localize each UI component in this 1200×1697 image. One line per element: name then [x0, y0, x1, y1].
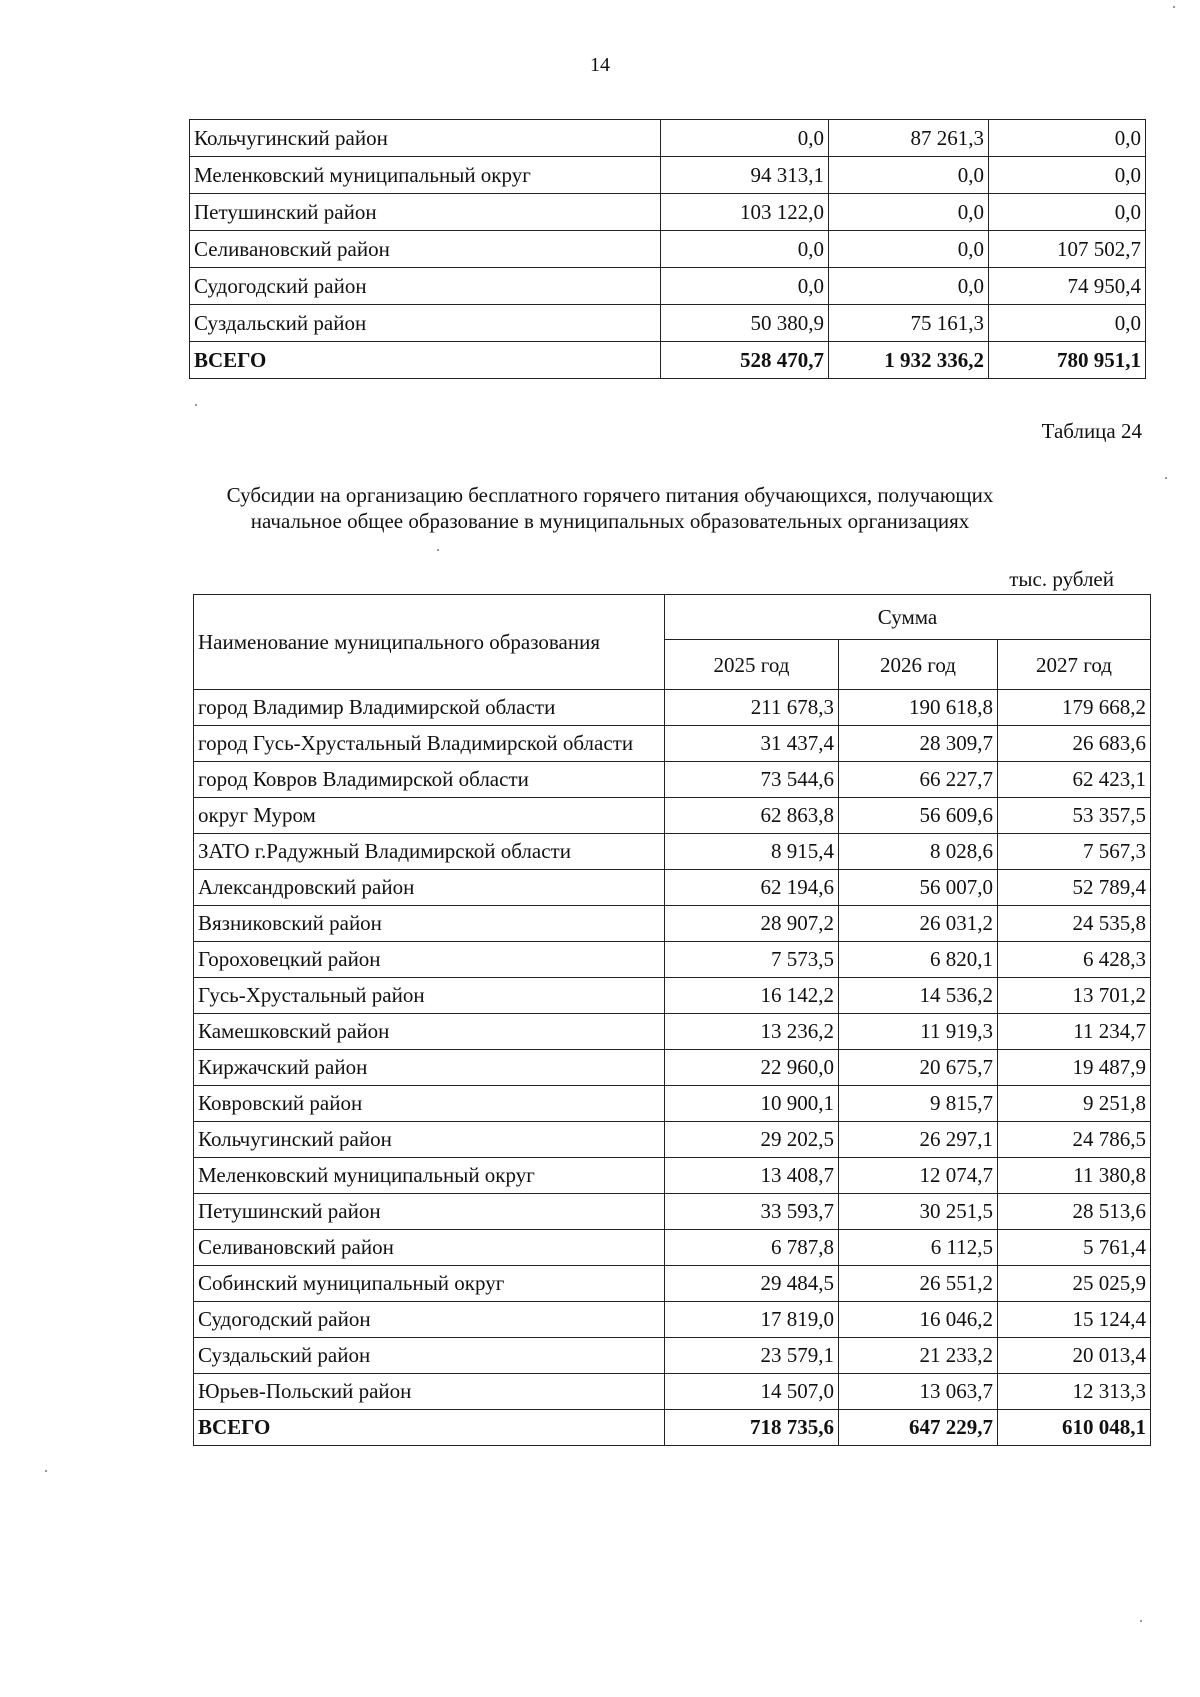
value-col-1: 33 593,7	[665, 1194, 839, 1230]
value-col-3: 9 251,8	[998, 1086, 1151, 1122]
municipality-name: Петушинский район	[194, 1194, 665, 1230]
value-col-3: 74 950,4	[989, 268, 1146, 305]
value-col-2: 28 309,7	[839, 726, 998, 762]
value-col-1: 28 907,2	[665, 906, 839, 942]
municipality-name: Петушинский район	[190, 194, 661, 231]
municipality-name: Ковровский район	[194, 1086, 665, 1122]
value-col-1: 31 437,4	[665, 726, 839, 762]
table-row	[194, 1374, 1151, 1410]
total-col-3: 610 048,1	[998, 1410, 1151, 1446]
value-col-1: 6 787,8	[665, 1230, 839, 1266]
table-row	[190, 231, 1146, 268]
total-col-1: 718 735,6	[665, 1410, 839, 1446]
value-col-2: 26 551,2	[839, 1266, 998, 1302]
table-row	[194, 1302, 1151, 1338]
value-col-2: 56 609,6	[839, 798, 998, 834]
value-col-2: 30 251,5	[839, 1194, 998, 1230]
table-row	[194, 942, 1151, 978]
value-col-3: 11 234,7	[998, 1014, 1151, 1050]
value-col-2: 75 161,3	[829, 305, 989, 342]
total-col-2: 1 932 336,2	[829, 342, 989, 379]
value-col-1: 10 900,1	[665, 1086, 839, 1122]
total-label: ВСЕГО	[194, 1410, 665, 1446]
value-col-2: 11 919,3	[839, 1014, 998, 1050]
table-row	[194, 1086, 1151, 1122]
value-col-1: 29 484,5	[665, 1266, 839, 1302]
header-year-2026: 2026 год	[839, 640, 998, 690]
value-col-3: 19 487,9	[998, 1050, 1151, 1086]
table-row	[194, 1194, 1151, 1230]
value-col-3: 5 761,4	[998, 1230, 1151, 1266]
value-col-2: 16 046,2	[839, 1302, 998, 1338]
table-title-line-2: начальное общее образование в муниципальных образовательных организациях	[250, 509, 970, 534]
table-row	[194, 1338, 1151, 1374]
municipality-name: Кольчугинский район	[194, 1122, 665, 1158]
municipality-name: Суздальский район	[190, 305, 661, 342]
header-year-2025: 2025 год	[665, 640, 839, 690]
value-col-1: 211 678,3	[665, 690, 839, 726]
scan-speck	[1173, 6, 1175, 8]
subsidy-table-header	[194, 595, 1151, 690]
total-col-3: 780 951,1	[989, 342, 1146, 379]
value-col-1: 50 380,9	[661, 305, 829, 342]
value-col-3: 0,0	[989, 157, 1146, 194]
header-name-column: Наименование муниципального образования	[194, 595, 665, 690]
value-col-3: 6 428,3	[998, 942, 1151, 978]
table-row	[190, 268, 1146, 305]
value-col-1: 103 122,0	[661, 194, 829, 231]
value-col-1: 17 819,0	[665, 1302, 839, 1338]
value-col-2: 6 112,5	[839, 1230, 998, 1266]
municipality-name: город Гусь-Хрустальный Владимирской области	[194, 726, 665, 762]
value-col-1: 23 579,1	[665, 1338, 839, 1374]
municipality-name: Юрьев-Польский район	[194, 1374, 665, 1410]
value-col-2: 0,0	[829, 268, 989, 305]
value-col-2: 20 675,7	[839, 1050, 998, 1086]
value-col-1: 13 236,2	[665, 1014, 839, 1050]
municipality-name: город Ковров Владимирской области	[194, 762, 665, 798]
scan-speck	[1140, 1620, 1142, 1622]
table-row	[194, 834, 1151, 870]
value-col-1: 0,0	[661, 120, 829, 157]
total-row	[190, 342, 1146, 379]
value-col-3: 53 357,5	[998, 798, 1151, 834]
value-col-2: 21 233,2	[839, 1338, 998, 1374]
municipality-name: ЗАТО г.Радужный Владимирской области	[194, 834, 665, 870]
value-col-2: 26 297,1	[839, 1122, 998, 1158]
total-label: ВСЕГО	[190, 342, 661, 379]
table-label: Таблица 24	[1041, 419, 1142, 443]
table-row	[194, 978, 1151, 1014]
value-col-2: 66 227,7	[839, 762, 998, 798]
value-col-3: 52 789,4	[998, 870, 1151, 906]
value-col-1: 29 202,5	[665, 1122, 839, 1158]
total-row	[194, 1410, 1151, 1446]
value-col-3: 179 668,2	[998, 690, 1151, 726]
value-col-1: 0,0	[661, 268, 829, 305]
table-row	[194, 762, 1151, 798]
subsidy-table-body	[194, 690, 1151, 1446]
municipality-name: Кольчугинский район	[190, 120, 661, 157]
value-col-2: 8 028,6	[839, 834, 998, 870]
value-col-3: 24 786,5	[998, 1122, 1151, 1158]
table-row	[194, 870, 1151, 906]
value-col-1: 14 507,0	[665, 1374, 839, 1410]
table-row	[190, 157, 1146, 194]
scan-speck	[45, 1470, 47, 1472]
value-col-3: 25 025,9	[998, 1266, 1151, 1302]
value-col-2: 12 074,7	[839, 1158, 998, 1194]
municipality-name: Суздальский район	[194, 1338, 665, 1374]
municipality-name: Судогодский район	[194, 1302, 665, 1338]
total-col-1: 528 470,7	[661, 342, 829, 379]
scan-speck	[1165, 477, 1167, 479]
table-row	[194, 1122, 1151, 1158]
value-col-2: 6 820,1	[839, 942, 998, 978]
value-col-3: 28 513,6	[998, 1194, 1151, 1230]
table-row	[194, 1014, 1151, 1050]
municipality-name: Меленковский муниципальный округ	[190, 157, 661, 194]
value-col-3: 107 502,7	[989, 231, 1146, 268]
table-row	[194, 1266, 1151, 1302]
value-col-1: 0,0	[661, 231, 829, 268]
municipality-name: Меленковский муниципальный округ	[194, 1158, 665, 1194]
table-row	[194, 1158, 1151, 1194]
table-row	[194, 906, 1151, 942]
page-number: 14	[590, 54, 610, 76]
continued-table-body	[190, 120, 1146, 379]
value-col-3: 20 013,4	[998, 1338, 1151, 1374]
value-col-3: 0,0	[989, 194, 1146, 231]
value-col-1: 73 544,6	[665, 762, 839, 798]
value-col-1: 13 408,7	[665, 1158, 839, 1194]
value-col-2: 0,0	[829, 157, 989, 194]
subsidy-table	[193, 594, 1151, 1446]
value-col-1: 8 915,4	[665, 834, 839, 870]
scan-speck	[437, 549, 439, 551]
municipality-name: Гороховецкий район	[194, 942, 665, 978]
table-row	[194, 1050, 1151, 1086]
value-col-2: 9 815,7	[839, 1086, 998, 1122]
value-col-1: 16 142,2	[665, 978, 839, 1014]
municipality-name: Гусь-Хрустальный район	[194, 978, 665, 1014]
header-sum: Сумма	[665, 595, 1151, 640]
table-row	[190, 194, 1146, 231]
municipality-name: город Владимир Владимирской области	[194, 690, 665, 726]
total-col-2: 647 229,7	[839, 1410, 998, 1446]
value-col-3: 0,0	[989, 305, 1146, 342]
value-col-1: 62 194,6	[665, 870, 839, 906]
value-col-2: 26 031,2	[839, 906, 998, 942]
value-col-3: 7 567,3	[998, 834, 1151, 870]
value-col-3: 26 683,6	[998, 726, 1151, 762]
municipality-name: Вязниковский район	[194, 906, 665, 942]
value-col-2: 190 618,8	[839, 690, 998, 726]
table-row	[194, 798, 1151, 834]
continued-table	[189, 119, 1146, 379]
municipality-name: округ Муром	[194, 798, 665, 834]
value-col-3: 11 380,8	[998, 1158, 1151, 1194]
value-col-2: 87 261,3	[829, 120, 989, 157]
value-col-2: 0,0	[829, 231, 989, 268]
value-col-1: 7 573,5	[665, 942, 839, 978]
value-col-2: 56 007,0	[839, 870, 998, 906]
value-col-2: 0,0	[829, 194, 989, 231]
value-col-2: 13 063,7	[839, 1374, 998, 1410]
value-col-1: 22 960,0	[665, 1050, 839, 1086]
table-row	[194, 1230, 1151, 1266]
value-col-3: 0,0	[989, 120, 1146, 157]
value-col-3: 13 701,2	[998, 978, 1151, 1014]
value-col-2: 14 536,2	[839, 978, 998, 1014]
units-label: тыс. рублей	[1009, 567, 1114, 591]
value-col-3: 15 124,4	[998, 1302, 1151, 1338]
scan-speck	[195, 404, 197, 406]
municipality-name: Селивановский район	[190, 231, 661, 268]
municipality-name: Судогодский район	[190, 268, 661, 305]
municipality-name: Собинский муниципальный округ	[194, 1266, 665, 1302]
table-row	[190, 120, 1146, 157]
municipality-name: Камешковский район	[194, 1014, 665, 1050]
municipality-name: Селивановский район	[194, 1230, 665, 1266]
table-title	[150, 482, 1070, 535]
value-col-1: 94 313,1	[661, 157, 829, 194]
value-col-3: 12 313,3	[998, 1374, 1151, 1410]
municipality-name: Киржачский район	[194, 1050, 665, 1086]
table-row	[190, 305, 1146, 342]
value-col-3: 62 423,1	[998, 762, 1151, 798]
table-row	[194, 726, 1151, 762]
value-col-1: 62 863,8	[665, 798, 839, 834]
municipality-name: Александровский район	[194, 870, 665, 906]
header-year-2027: 2027 год	[998, 640, 1151, 690]
value-col-3: 24 535,8	[998, 906, 1151, 942]
table-title-line-1: Субсидии на организацию бесплатного горячего питания обучающихся, получающих	[226, 483, 994, 507]
table-row	[194, 690, 1151, 726]
